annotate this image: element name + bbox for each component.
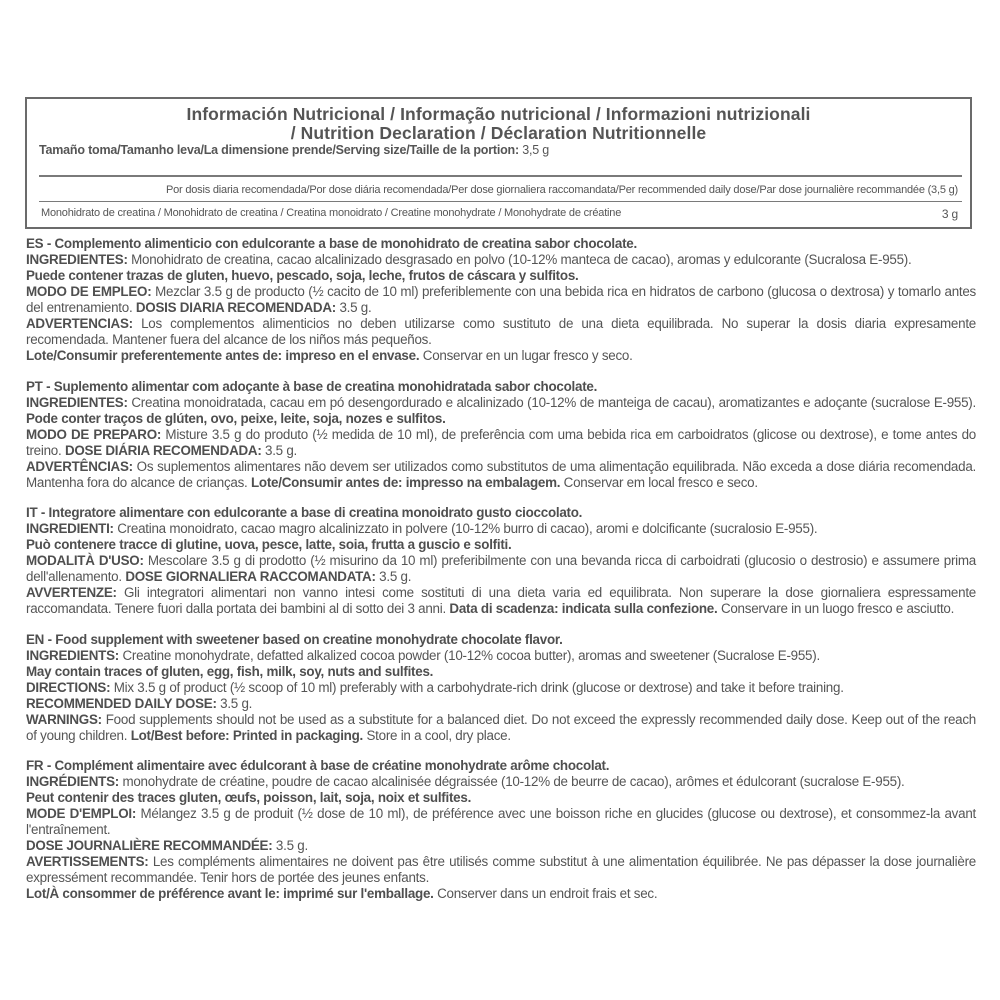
warnings-text: Os suplementos alimentares não devem ser utilizados como substitutos de uma alimentação equilibrada. Não exceda a dose diária recomendada. Mantenha fora do alcance de crianças. — [26, 458, 976, 490]
usage-label: DIRECTIONS: — [26, 679, 111, 695]
ingredients-text: Creatine monohydrate, defatted alkalized cocoa powder (10-12% cocoa butter), aromas and sweetener (Sucralose E-955). — [118, 647, 820, 663]
ingredients-label: INGREDIENTS: — [26, 647, 119, 663]
dose-text: 3.5 g. — [335, 300, 372, 315]
storage-text: Conservare in un luogo fresco e asciutto. — [717, 601, 955, 616]
section-es — [26, 236, 976, 364]
section-heading: FR - Complément alimentaire avec édulcorant à base de créatine monohydrate arôme chocolat. — [26, 758, 610, 773]
serving-size-value: 3,5 g — [518, 143, 550, 157]
usage-label: MODALITÀ D'USO: — [26, 553, 144, 568]
allergens-text: Pode conter traços de glúten, ovo, peixe, leite, soja, nozes e sulfitos. — [26, 410, 446, 426]
allergens-text: Può contenere tracce di glutine, uova, pesce, latte, soia, frutta a guscio e solfiti. — [26, 537, 512, 552]
storage-text: Conserver dans un endroit frais et sec. — [433, 886, 658, 901]
nutrition-title — [87, 99, 910, 143]
section-fr — [26, 758, 976, 902]
lot-label: Lot/À consommer de préférence avant le: imprimé sur l'emballage. — [26, 886, 434, 901]
usage-label: MODE D'EMPLOI: — [26, 806, 137, 821]
usage-text: Mélangez 3.5 g de produit (½ dose de 10 ml), de préférence avec une boisson riche en glucides (glucose ou dextrose), et consommez-la avant l'entraînement. — [26, 806, 976, 837]
nutrition-title-line2: / Nutrition Declaration / Déclaration Nutritionnelle — [290, 123, 707, 143]
dose-label: DOSE DIÁRIA RECOMENDADA: — [64, 442, 262, 458]
allergens-text: Puede contener trazas de gluten, huevo, pescado, soja, leche, frutos de cáscara y sulfitos. — [26, 268, 579, 283]
serving-size — [39, 143, 549, 157]
nutrition-title-line1: Información Nutricional / Informação nutricional / Informazioni nutrizionali — [186, 104, 811, 124]
dose-text: 3.5 g. — [216, 695, 253, 711]
usage-label: MODO DE PREPARO: — [26, 426, 162, 442]
storage-text: Store in a cool, dry place. — [363, 727, 511, 743]
section-pt — [26, 379, 976, 491]
ingredients-text: Creatina monoidrato, cacao magro alcalinizzato in polvere (10-12% burro di cacao), aromi e dolcificante (sucralosio E-955). — [113, 521, 818, 536]
nutrition-table — [25, 97, 972, 229]
storage-text: Conservar en un lugar fresco y seco. — [419, 348, 633, 363]
section-heading: PT - Suplemento alimentar com adoçante à base de creatina monohidratada sabor chocolate. — [26, 378, 598, 394]
usage-text: Mescolare 3.5 g di prodotto (½ misurino da 10 ml) preferibilmente con una bevanda ricca di carboidrati (glucosio o destrosio) e assumere prima dell'allenamento. — [26, 553, 976, 584]
language-sections — [26, 236, 976, 917]
lot-label: Data di scadenza: indicata sulla confezione. — [449, 601, 718, 616]
dose-label: DOSE JOURNALIÈRE RECOMMANDÉE: — [26, 838, 273, 853]
warnings-text: Los complementos alimenticios no deben utilizarse como sustituto de una dieta equilibrada. No superar la dosis diaria expresamente recomendada. Mantener fuera del alcance de los niños más pequeños. — [26, 316, 976, 347]
section-heading: IT - Integratore alimentare con edulcorante a base di creatina monoidrato gusto cioccolato. — [26, 505, 583, 520]
section-heading: EN - Food supplement with sweetener based on creatine monohydrate chocolate flavor. — [26, 631, 563, 647]
lot-label: Lote/Consumir preferentemente antes de: impreso en el envase. — [26, 348, 420, 363]
allergens-text: Peut contenir des traces gluten, œufs, poisson, lait, soja, noix et sulfites. — [26, 790, 472, 805]
ingredients-label: INGRÉDIENTS: — [26, 774, 119, 789]
allergens-text: May contain traces of gluten, egg, fish, milk, soy, nuts and sulfites. — [26, 663, 434, 679]
lot-label: Lote/Consumir antes de: impresso na embalagem. — [250, 474, 561, 490]
section-it — [26, 505, 976, 617]
usage-text: Mezclar 3.5 g de producto (½ cacito de 10 ml) preferiblemente con una bebida rica en hidratos de carbono (glucosa o dextrosa) y tomarlo antes del entrenamiento. — [26, 284, 977, 315]
divider-thick — [39, 175, 962, 177]
usage-text: Misture 3.5 g do produto (½ medida de 10 ml), de preferência com uma bebida rica em carboidratos (glicose ou dextrose), e tome antes do treino. — [26, 426, 976, 458]
ingredients-text: Monohidrato de creatina, cacao alcalinizado desgrasado en polvo (10-12% manteca de cacao), aromas y edulcorante (Sucralosa E-955). — [127, 252, 912, 267]
usage-label: MODO DE EMPLEO: — [26, 284, 152, 299]
warnings-text: Gli integratori alimentari non vanno intesi come sostituti di una dieta varia ed equilibrata. Non superare la dose giornaliera espressamente raccomandata. Tenere fuori dalla portata dei bambini al di sotto dei 3 anni. — [26, 585, 976, 616]
dose-label: DOSE GIORNALIERA RACCOMANDATA: — [125, 569, 376, 584]
ingredients-label: INGREDIENTES: — [26, 252, 128, 267]
dose-text: 3.5 g. — [272, 838, 308, 853]
warnings-text: Les compléments alimentaires ne doivent pas être utilisés comme substitut à une alimentation équilibrée. Ne pas dépasser la dose journalière expressément recommandée. Tenir hors de portée des jeunes enfants. — [26, 854, 976, 885]
section-heading: ES - Complemento alimenticio con edulcorante a base de monohidrato de creatina sabor chocolate. — [26, 236, 637, 251]
dose-label: RECOMMENDED DAILY DOSE: — [26, 695, 217, 711]
divider-thin — [39, 201, 962, 202]
storage-text: Conservar em local fresco e seco. — [560, 474, 758, 490]
ingredients-text: monohydrate de créatine, poudre de cacao alcalinisée dégraissée (10-12% de beurre de cacao), arômes et édulcorant (sucralose E-955). — [118, 774, 905, 789]
serving-size-label: Tamaño toma/Tamanho leva/La dimensione prende/Serving size/Taille de la portion: — [39, 143, 519, 157]
nutrient-name: Monohidrato de creatina / Monohidrato de creatina / Creatina monoidrato / Creatine monohydrate / Monohydrate de créatine — [41, 207, 622, 219]
nutrient-row-creatine — [41, 207, 958, 221]
usage-text: Mix 3.5 g of product (½ scoop of 10 ml) preferably with a carbohydrate-rich drink (glucose or dextrose) and take it before training. — [110, 679, 844, 695]
ingredients-text: Creatina monoidratada, cacau em pó desengordurado e alcalinizado (10-12% de manteiga de cacau), aromatizantes e adoçante (sucralose E-955). — [127, 394, 976, 410]
per-dose-header: Por dosis diaria recomendada/Por dose diária recomendada/Per dose giornaliera raccomandata/Per recommended daily dose/Par dose journalière recommandée (3,5 g) — [165, 184, 958, 196]
dose-text: 3.5 g. — [375, 569, 412, 584]
section-en — [26, 632, 976, 744]
dose-label: DOSIS DIARIA RECOMENDADA: — [135, 300, 336, 315]
dose-text: 3.5 g. — [261, 442, 298, 458]
warnings-label: AVERTISSEMENTS: — [26, 854, 149, 869]
warnings-label: AVVERTENZE: — [26, 585, 117, 600]
nutrient-amount: 3 g — [941, 207, 958, 221]
warnings-label: WARNINGS: — [26, 711, 102, 727]
ingredients-label: INGREDIENTES: — [26, 394, 128, 410]
warnings-label: ADVERTENCIAS: — [26, 316, 133, 331]
lot-label: Lot/Best before: Printed in packaging. — [130, 727, 363, 743]
warnings-label: ADVERTÊNCIAS: — [26, 458, 133, 474]
ingredients-label: INGREDIENTI: — [26, 521, 114, 536]
warnings-text: Food supplements should not be used as a substitute for a balanced diet. Do not exceed the expressly recommended daily dose. Keep out of the reach of young children. — [26, 711, 976, 743]
